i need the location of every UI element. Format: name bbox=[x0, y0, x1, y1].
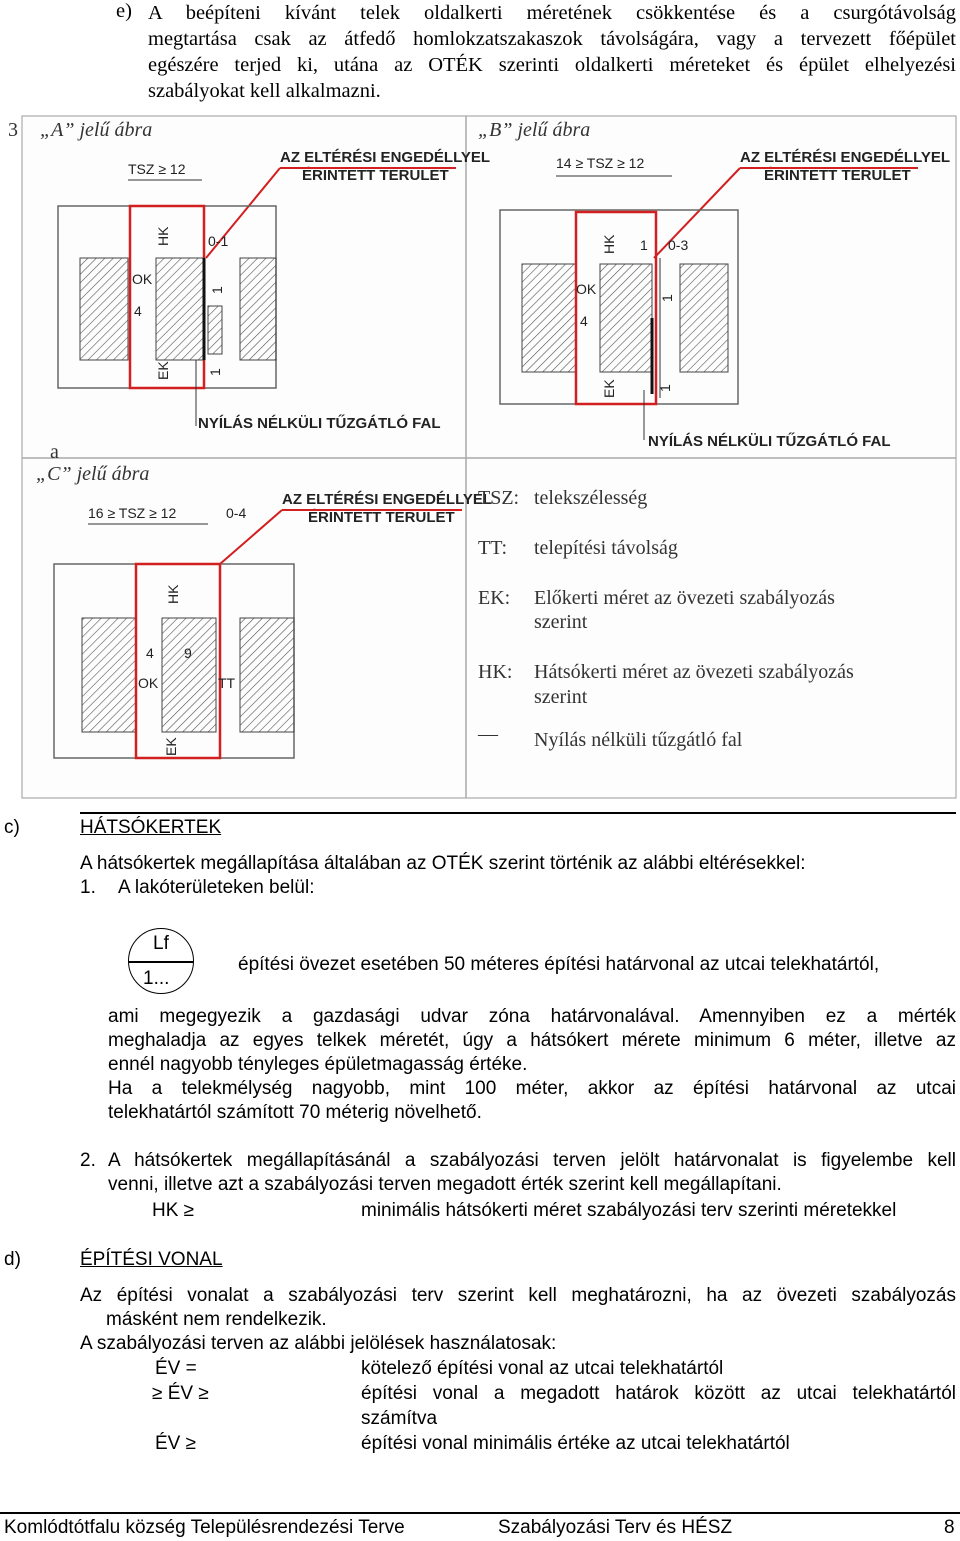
legend-text-cont: szerint bbox=[534, 611, 588, 633]
panel-b-title: „B” jelű ábra bbox=[478, 119, 591, 141]
panel-b-wall-label: NYÍLÁS NÉLKÜLI TŰZGÁTLÓ FAL bbox=[648, 433, 891, 450]
item-2-label: 2. bbox=[80, 1150, 96, 1171]
panel-c-tt: TT bbox=[218, 675, 236, 691]
paragraph-line: telekhatártól számított 70 méterig növelhető. bbox=[108, 1102, 482, 1123]
legend-text: Hátsókerti méret az övezeti szabályozás bbox=[534, 661, 854, 683]
panel-c-title: „C” jelű ábra bbox=[36, 463, 150, 485]
figure-corner-label: 3 bbox=[8, 119, 18, 141]
legend-key: TSZ: bbox=[478, 487, 520, 509]
section-c-paragraph-1 bbox=[108, 1005, 956, 1077]
setback-diagram-figure bbox=[0, 108, 960, 808]
panel-a-area-label-1: AZ ELTÉRÉSI ENGEDÉLLYEL bbox=[280, 149, 491, 166]
section-e-paragraph bbox=[148, 0, 956, 104]
section-c-paragraph-2 bbox=[108, 1077, 956, 1125]
paragraph-line: másként nem rendelkezik. bbox=[106, 1309, 327, 1330]
footer-rule bbox=[0, 1512, 960, 1514]
section-d-heading: ÉPÍTÉSI VONAL bbox=[80, 1249, 223, 1270]
panel-b-area-label-1: AZ ELTÉRÉSI ENGEDÉLLYEL bbox=[740, 149, 951, 166]
footer-left: Komlódtótfalu község Településrendezési Terve bbox=[4, 1517, 405, 1538]
zone-badge-top: Lf bbox=[153, 933, 169, 954]
paragraph-line: ennél nagyobb tényleges épületmagasság értéke. bbox=[108, 1054, 528, 1075]
page-number: 8 bbox=[944, 1517, 955, 1538]
zone-badge-text: építési övezet esetében 50 méteres építési határvonal az utcai telekhatártól, bbox=[238, 954, 880, 975]
panel-c-area-label-1: AZ ELTÉRÉSI ENGEDÉLLYEL bbox=[282, 491, 493, 508]
panel-a-one-b: 1 bbox=[207, 368, 223, 376]
panel-c-tsz: 16 ≥ TSZ ≥ 12 bbox=[88, 505, 177, 521]
paragraph-line: A hátsókertek megállapításánál a szabályozási terven jelölt határvonalat is figyelembe kell bbox=[108, 1150, 956, 1171]
section-separator bbox=[80, 812, 956, 814]
def-key: ÉV ≥ bbox=[155, 1433, 197, 1454]
footer-center: Szabályozási Terv és HÉSZ bbox=[498, 1517, 733, 1538]
panel-a-ok: OK bbox=[132, 271, 153, 287]
zone-badge-bottom: 1... bbox=[143, 968, 170, 989]
section-d-intro bbox=[80, 1284, 956, 1332]
panel-a-four: 4 bbox=[134, 303, 142, 319]
def-text: építési vonal minimális értéke az utcai telekhatártól bbox=[361, 1433, 790, 1454]
section-e-line: egészére terjed ki, utána az OTÉK szerinti oldalkerti méreteket és épület elhelyezési bbox=[148, 54, 956, 76]
panel-c-small-a: a bbox=[50, 441, 59, 463]
panel-a-dim-01: 0-1 bbox=[208, 233, 229, 249]
panel-b-one-b: 1 bbox=[657, 384, 673, 392]
panel-b-hk: HK bbox=[601, 234, 617, 254]
panel-b-dim-03: 0-3 bbox=[668, 237, 689, 253]
panel-b-one: 1 bbox=[640, 237, 648, 253]
panel-b-one-a: 1 bbox=[659, 294, 675, 302]
def-text: kötelező építési vonal az utcai telekhatártól bbox=[361, 1358, 724, 1379]
legend-text: Előkerti méret az övezeti szabályozás bbox=[534, 587, 835, 609]
panel-b-four: 4 bbox=[580, 313, 588, 329]
hk-key: HK ≥ bbox=[152, 1200, 195, 1221]
paragraph-line: meghaladja az egyes telkek méretét, úgy a hátsókert mérete minimum 6 méter, illetve az bbox=[108, 1030, 956, 1051]
section-e-line: megtartása csak az átfedő homlokzatszakaszok távolságára, vagy a tervezett főépület bbox=[148, 28, 956, 50]
panel-a-ek: EK bbox=[155, 361, 171, 380]
section-c-marker: c) bbox=[4, 817, 20, 838]
panel-c-four: 4 bbox=[146, 645, 154, 661]
panel-b-tsz: 14 ≥ TSZ ≥ 12 bbox=[556, 155, 645, 171]
panel-a-title: „A” jelű ábra bbox=[40, 119, 153, 141]
def-text-cont: számítva bbox=[361, 1408, 438, 1429]
panel-a-wall-label: NYÍLÁS NÉLKÜLI TŰZGÁTLÓ FAL bbox=[198, 415, 441, 432]
paragraph-line: venni, illetve azt a szabályozási terven megadott érték szerint kell megállapítani. bbox=[108, 1174, 782, 1195]
legend-key: HK: bbox=[478, 661, 513, 683]
panel-c-ok: OK bbox=[138, 675, 159, 691]
legend-text: Nyílás nélküli tűzgátló fal bbox=[534, 729, 743, 751]
panel-c-ek: EK bbox=[163, 737, 179, 756]
section-d-usage: A szabályozási terven az alábbi jelölések használatosak: bbox=[80, 1333, 557, 1354]
section-e-marker: e) bbox=[116, 0, 132, 22]
section-d-marker: d) bbox=[4, 1249, 21, 1270]
hk-definition: minimális hátsókerti méret szabályozási terv szerinti méretekkel bbox=[361, 1200, 897, 1221]
section-c-intro: A hátsókertek megállapítása általában az OTÉK szerint történik az alábbi eltérésekkel: bbox=[80, 853, 806, 874]
def-text: építési vonal a megadott határok között az utcai telekhatártól bbox=[361, 1383, 956, 1404]
panel-c-dim-04: 0-4 bbox=[226, 505, 247, 521]
paragraph-line: Az építési vonalat a szabályozási terv szerint kell meghatározni, ha az övezeti szabályozás bbox=[80, 1285, 956, 1306]
legend-text: telepítési távolság bbox=[534, 537, 678, 559]
panel-a-one-a: 1 bbox=[209, 286, 225, 294]
panel-c-area-label-2: ÉRINTETT TERÜLET bbox=[308, 509, 455, 526]
legend-text-cont: szerint bbox=[534, 686, 588, 708]
section-e-line: A beépíteni kívánt telek oldalkerti méretének csökkentése és a csurgótávolság bbox=[148, 2, 956, 24]
section-c-heading: HÁTSÓKERTEK bbox=[80, 817, 222, 838]
legend-text: telekszélesség bbox=[534, 487, 648, 509]
item-1-title: A lakóterületeken belül: bbox=[118, 877, 315, 898]
paragraph-line: Ha a telekmélység nagyobb, mint 100 méter, akkor az építési határvonal az utcai bbox=[108, 1078, 956, 1099]
legend-key: EK: bbox=[478, 587, 511, 609]
def-key: ÉV = bbox=[155, 1358, 197, 1379]
zone-badge bbox=[128, 928, 194, 994]
panel-c-hk: HK bbox=[165, 584, 181, 604]
panel-c-nine: 9 bbox=[184, 645, 192, 661]
legend-key: — bbox=[478, 723, 498, 745]
panel-a-area-label-2: ÉRINTETT TERÜLET bbox=[302, 167, 449, 184]
paragraph-line: ami megegyezik a gazdasági udvar zóna határvonalával. Amennyiben ez a mérték bbox=[108, 1006, 956, 1027]
panel-b-ek: EK bbox=[601, 379, 617, 398]
legend-key: TT: bbox=[478, 537, 507, 559]
panel-a-hk: HK bbox=[155, 226, 171, 246]
panel-a-tsz: TSZ ≥ 12 bbox=[128, 161, 186, 177]
panel-b-area-label-2: ÉRINTETT TERÜLET bbox=[764, 167, 911, 184]
def-key: ≥ ÉV ≥ bbox=[152, 1383, 209, 1404]
item-1-label: 1. bbox=[80, 877, 96, 898]
section-e-line: szabályokat kell alkalmazni. bbox=[148, 80, 381, 102]
panel-b-ok: OK bbox=[576, 281, 597, 297]
item-2-text bbox=[108, 1149, 956, 1197]
